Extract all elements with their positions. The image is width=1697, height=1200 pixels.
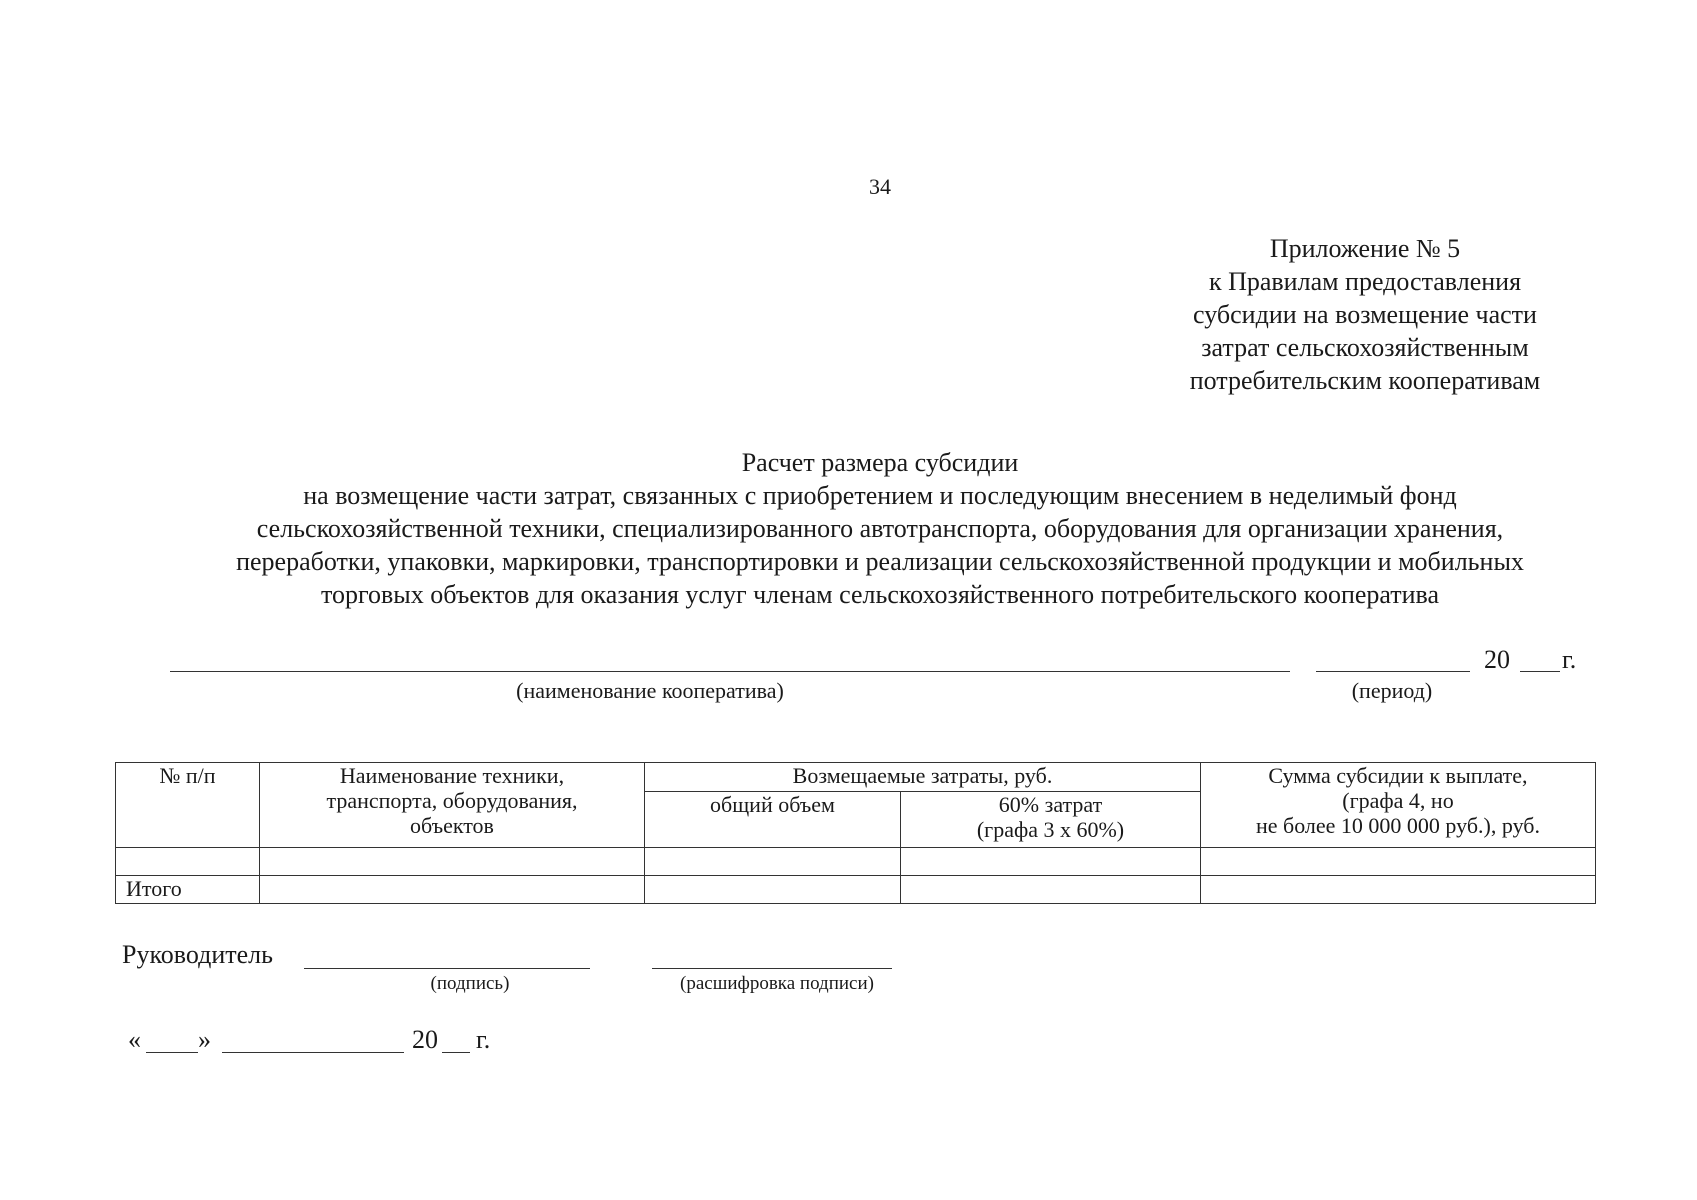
period-year-prefix: 20 bbox=[1484, 645, 1510, 674]
date-month-field[interactable] bbox=[222, 1051, 404, 1053]
date-year-prefix: 20 bbox=[412, 1025, 438, 1054]
signature-decode-caption: (расшифровка подписи) bbox=[680, 973, 874, 994]
period-field[interactable] bbox=[1316, 670, 1470, 672]
date-open-quote: « bbox=[128, 1025, 141, 1054]
header-subsidy-amount bbox=[1201, 763, 1596, 848]
appendix-line: Приложение № 5 bbox=[1269, 234, 1461, 263]
header-item-name-line: Наименование техники, bbox=[339, 763, 565, 788]
signature-caption: (подпись) bbox=[430, 973, 510, 994]
period-year-field[interactable] bbox=[1520, 670, 1560, 672]
title-line: Расчет размера субсидии bbox=[741, 448, 1019, 477]
table-cell[interactable] bbox=[260, 848, 645, 876]
document-title bbox=[160, 446, 1600, 611]
header-subsidy-line: (графа 4, но bbox=[1342, 788, 1454, 813]
signature-field[interactable] bbox=[304, 967, 590, 969]
total-row bbox=[116, 876, 1596, 904]
table-cell[interactable] bbox=[901, 876, 1201, 904]
appendix-line: потребительским кооперативам bbox=[1189, 366, 1541, 395]
header-subsidy-line: Сумма субсидии к выплате, bbox=[1268, 763, 1528, 788]
director-label: Руководитель bbox=[122, 940, 273, 969]
period-year-suffix: г. bbox=[1562, 645, 1577, 674]
subsidy-calculation-table bbox=[115, 762, 1596, 904]
header-sixty-percent-line: 60% затрат bbox=[998, 792, 1103, 817]
table-cell[interactable] bbox=[645, 876, 901, 904]
date-year-field[interactable] bbox=[442, 1051, 470, 1053]
page-number: 34 bbox=[869, 174, 891, 199]
period-caption: (период) bbox=[1351, 678, 1433, 703]
signature-decode-field[interactable] bbox=[652, 967, 892, 969]
title-line: переработки, упаковки, маркировки, транспортировки и реализации сельскохозяйственной продукции и мобильных bbox=[236, 547, 1524, 576]
date-close-quote: » bbox=[198, 1025, 211, 1054]
table-cell[interactable] bbox=[116, 848, 260, 876]
header-sixty-percent bbox=[901, 792, 1201, 848]
table-cell[interactable] bbox=[901, 848, 1201, 876]
header-item-name-line: объектов bbox=[410, 813, 494, 838]
cooperative-name-field[interactable] bbox=[170, 670, 1290, 672]
table-cell[interactable] bbox=[1201, 876, 1596, 904]
appendix-block bbox=[1140, 232, 1590, 397]
date-day-field[interactable] bbox=[146, 1051, 198, 1053]
header-item-name-line: транспорта, оборудования, bbox=[326, 788, 578, 813]
total-label: Итого bbox=[116, 876, 260, 904]
appendix-line: затрат сельскохозяйственным bbox=[1201, 333, 1529, 362]
header-item-name bbox=[260, 763, 645, 848]
title-line: сельскохозяйственной техники, специализированного автотранспорта, оборудования для организации хранения, bbox=[256, 514, 1504, 543]
date-year-suffix: г. bbox=[476, 1025, 491, 1054]
header-subsidy-line: не более 10 000 000 руб.), руб. bbox=[1255, 813, 1540, 838]
table-cell[interactable] bbox=[1201, 848, 1596, 876]
table-cell[interactable] bbox=[260, 876, 645, 904]
header-total-volume: общий объем bbox=[645, 792, 901, 848]
title-line: торговых объектов для оказания услуг членам сельскохозяйственного потребительского кооператива bbox=[320, 580, 1440, 609]
title-line: на возмещение части затрат, связанных с приобретением и последующим внесением в неделимый фонд bbox=[303, 481, 1457, 510]
appendix-line: к Правилам предоставления bbox=[1208, 267, 1522, 296]
table-cell[interactable] bbox=[645, 848, 901, 876]
cooperative-name-caption: (наименование кооператива) bbox=[516, 678, 784, 703]
table-row bbox=[116, 848, 1596, 876]
appendix-line: субсидии на возмещение части bbox=[1193, 300, 1537, 329]
header-sixty-percent-line: (графа 3 х 60%) bbox=[976, 817, 1125, 842]
header-reimbursable-costs: Возмещаемые затраты, руб. bbox=[645, 763, 1201, 792]
header-row-number: № п/п bbox=[116, 763, 260, 848]
